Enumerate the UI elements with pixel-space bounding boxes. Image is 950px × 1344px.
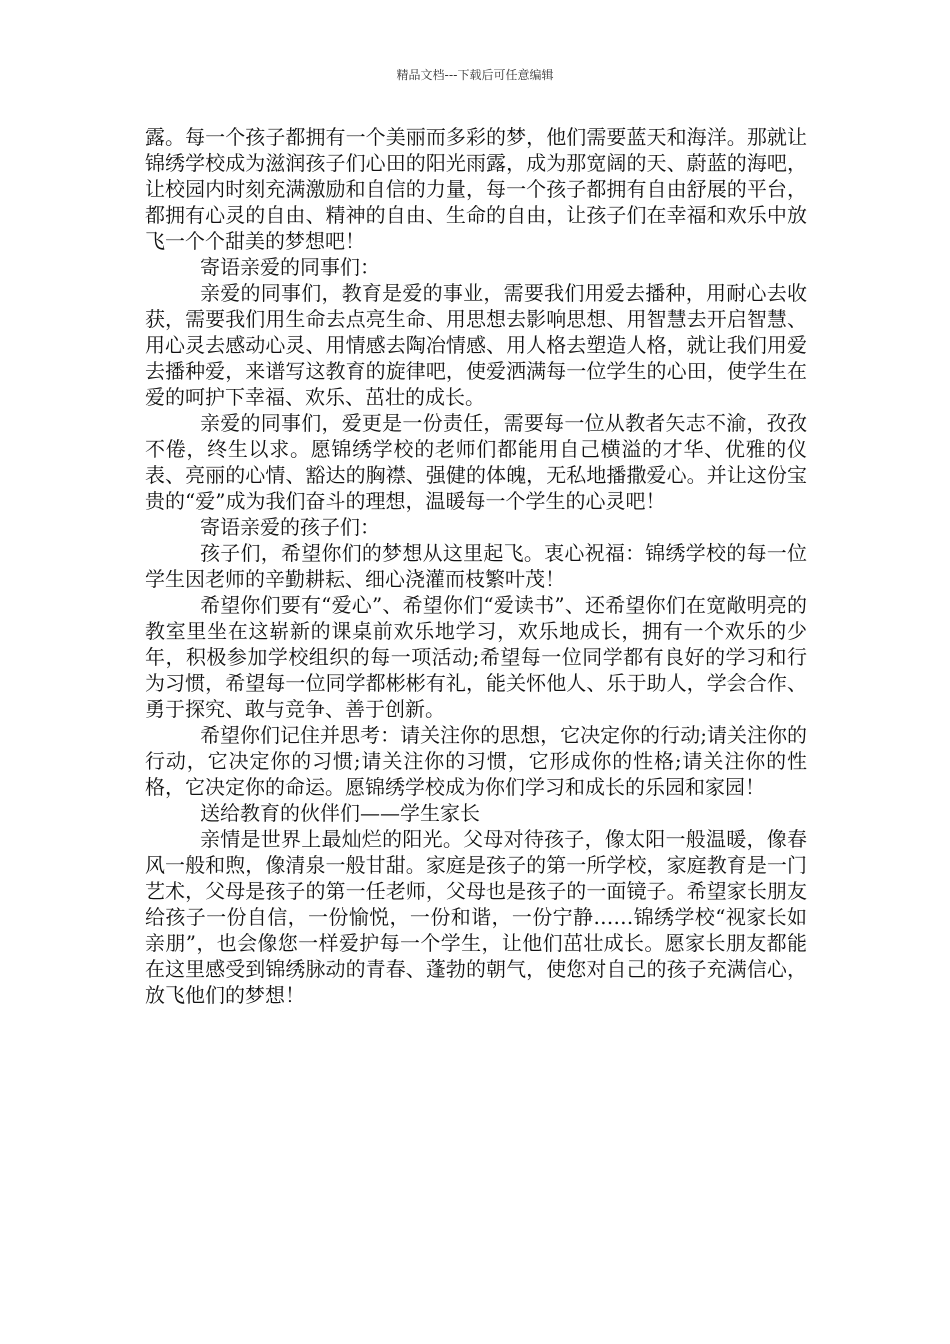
- paragraph: 亲爱的同事们，爱更是一份责任，需要每一位从教者矢志不渝，孜孜不倦，终生以求。愿锦绣学校的老师们都能用自己横溢的才华、优雅的仪表、亮丽的心情、豁达的胸襟、强健的体魄，无私地播撒爱心。并让这份宝贵的“爱”成为我们奋斗的理想，温暖每一个学生的心灵吧！: [145, 411, 807, 513]
- paragraph: 希望你们记住并思考：请关注你的思想，它决定你的行动;请关注你的行动，它决定你的习惯;请关注你的习惯，它形成你的性格;请关注你的性格，它决定你的命运。愿锦绣学校成为你们学习和成长的乐园和家园！: [145, 723, 807, 799]
- paragraph: 希望你们要有“爱心”、希望你们“爱读书”、还希望你们在宽敞明亮的教室里坐在这崭新的课桌前欢乐地学习，欢乐地成长，拥有一个欢乐的少年，积极参加学校组织的每一项活动;希望每一位同学都有良好的学习和行为习惯，希望每一位同学都彬彬有礼，能关怀他人、乐于助人，学会合作、勇于探究、敢与竞争、善于创新。: [145, 593, 807, 721]
- paragraph: 露。每一个孩子都拥有一个美丽而多彩的梦，他们需要蓝天和海洋。那就让锦绣学校成为滋润孩子们心田的阳光雨露，成为那宽阔的天、蔚蓝的海吧，让校园内时刻充满激励和自信的力量，每一个孩子都拥有自由舒展的平台，都拥有心灵的自由、精神的自由、生命的自由，让孩子们在幸福和欢乐中放飞一个个甜美的梦想吧！: [145, 125, 807, 253]
- page-header: 精品文档---下载后可任意编辑: [396, 68, 554, 82]
- document-body: [145, 124, 807, 1008]
- paragraph: 亲情是世界上最灿烂的阳光。父母对待孩子，像太阳一般温暖，像春风一般和煦，像清泉一般甘甜。家庭是孩子的第一所学校，家庭教育是一门艺术，父母是孩子的第一任老师，父母也是孩子的一面镜子。希望家长朋友给孩子一份自信，一份愉悦，一份和谐，一份宁静……锦绣学校“视家长如亲朋”，也会像您一样爱护每一个学生，让他们茁壮成长。愿家长朋友都能在这里感受到锦绣脉动的青春、蓬勃的朝气，使您对自己的孩子充满信心，放飞他们的梦想！: [145, 827, 807, 1007]
- section-heading: 寄语亲爱的同事们：: [200, 255, 380, 279]
- section-heading: 寄语亲爱的孩子们：: [200, 515, 380, 539]
- paragraph: 亲爱的同事们，教育是爱的事业，需要我们用爱去播种，用耐心去收获，需要我们用生命去点亮生命、用思想去影响思想、用智慧去开启智慧、用心灵去感动心灵、用情感去陶冶情感、用人格去塑造人格，就让我们用爱去播种爱，来谱写这教育的旋律吧，使爱洒满每一位学生的心田，使学生在爱的呵护下幸福、欢乐、茁壮的成长。: [145, 281, 807, 409]
- paragraph: 孩子们，希望你们的梦想从这里起飞。衷心祝福：锦绣学校的每一位学生因老师的辛勤耕耘、细心浇灌而枝繁叶茂！: [145, 541, 807, 591]
- section-heading: 送给教育的伙伴们——学生家长: [200, 801, 480, 825]
